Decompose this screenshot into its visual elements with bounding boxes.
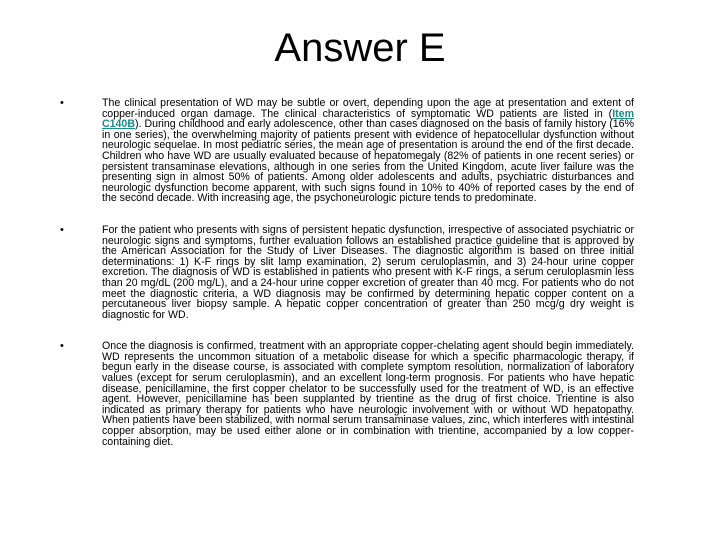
bullet-text-before-link: The clinical presentation of WD may be subtle or overt, depending upon the age at presentation and extent of copper-induced organ damage. The clinical characteristics of symptomatic WD patients are listed in (	[102, 97, 634, 120]
bullet-text: For the patient who presents with signs of persistent hepatic dysfunction, irrespective of associated psychiatric or neurologic signs and symptoms, further evaluation follows an established practice guideline that is approved by the American Association for the Study of Liver Diseases. The diagnostic algorithm is based on three initial determinations: 1) K-F rings by slit lamp examination, 2) serum ceruloplasmin, and 3) 24-hour urine copper excretion. The diagnosis of WD is established in patients who present with K-F rings, a serum ceruloplasmin less than 20 mg/dL (200 mg/L), and a 24-hour urine copper excretion of greater than 40 mcg. For patients who do not meet the diagnostic criteria, a WD diagnosis may be confirmed by determining hepatic copper content on a percutaneous liver biopsy sample. A hepatic copper concentration of greater than 250 mcg/g dry weight is diagnostic for WD.	[102, 223, 634, 321]
bullet-dot-icon: •	[60, 97, 64, 109]
bullet-item-presentation	[60, 98, 634, 204]
bullet-text-after-link: ). During childhood and early adolescence, other than cases diagnosed on the basis of family history (16% in one series), the overwhelming majority of patients present with evidence of hepatocellular dysfunction without neurologic sequelae. In most pediatric series, the mean age of presentation is around the end of the first decade. Children who have WD are usually evaluated because of hepatomegaly (82% of patients in one recent series) or persistent transaminase elevations, although in one series from the United Kingdom, acute liver failure was the presenting sign in almost 50% of patients. Among older adolescents and adults, psychiatric disturbances and neurologic dysfunction become apparent, with such signs found in 10% to 40% of reported cases by the end of the second decade. With increasing age, the psychoneurologic picture tends to predominate.	[102, 118, 634, 205]
bullet-dot-icon: •	[60, 223, 64, 236]
bullet-list	[60, 98, 634, 468]
bullet-text	[102, 97, 634, 204]
bullet-text: Once the diagnosis is confirmed, treatment with an appropriate copper-chelating agent should begin immediately. WD represents the uncommon situation of a metabolic disease for which a specific pharmacologic therapy, if begun early in the disease course, is associated with complete symptom resolution, normalization of laboratory values (except for serum ceruloplasmin), and an excellent long-term prognosis. For patients who have hepatic disease, penicillamine, the first copper chelator to be successfully used for the treatment of WD, is an effective agent. However, penicillamine has been supplanted by trientine as the drug of first choice. Trientine is also indicated as primary therapy for patients who have neurologic involvement with or without WD hepatopathy. When patients have been stabilized, with normal serum transaminase values, zinc, which interferes with intestinal copper absorption, may be used either alone or in combination with trientine, accompanied by a low copper-containing diet.	[102, 340, 634, 448]
bullet-item-treatment	[60, 341, 634, 447]
item-reference-link[interactable]: Item C140B	[102, 107, 634, 131]
bullet-item-diagnosis	[60, 225, 634, 320]
bullet-dot-icon: •	[60, 340, 64, 353]
slide-title: Answer E	[274, 26, 446, 70]
